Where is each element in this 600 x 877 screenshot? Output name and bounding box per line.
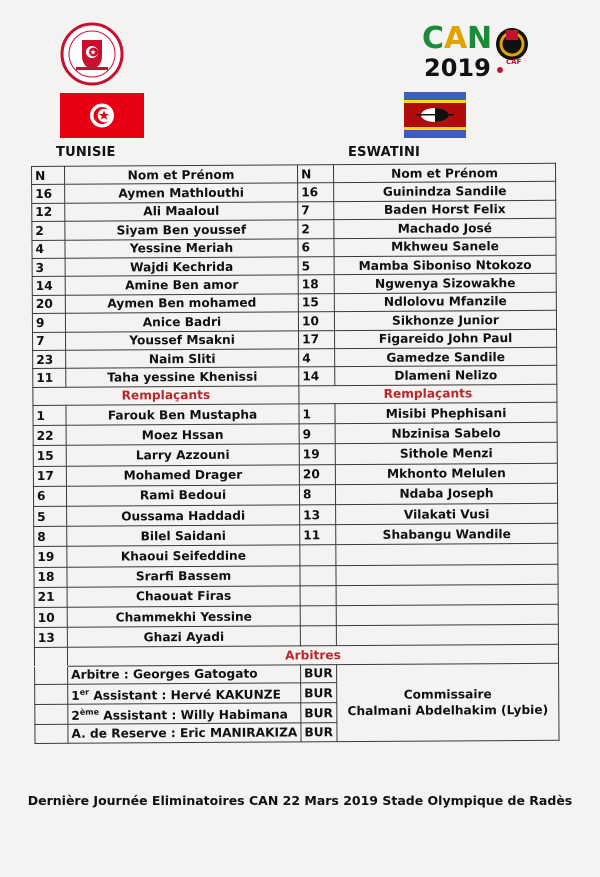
player-number: 19 (299, 444, 335, 464)
assistant-2-country: BUR (301, 703, 337, 723)
player-number: 7 (33, 332, 66, 351)
player-name: Chaouat Firas (67, 586, 300, 608)
can-2019-logo (420, 18, 532, 82)
referees-title: Arbitres (67, 645, 558, 666)
player-name (336, 544, 558, 566)
player-number: 14 (299, 367, 335, 386)
federation-emblem-logo (60, 22, 124, 86)
player-name: Larry Azzouni (66, 444, 299, 466)
header-number: N (32, 166, 65, 185)
commissioner-title: Commissaire (403, 686, 492, 702)
player-name: Misibi Phephisani (335, 402, 557, 424)
player-number: 6 (33, 486, 66, 506)
player-number: 6 (298, 238, 334, 257)
player-name: Mamba Siboniso Ntokozo (334, 255, 556, 275)
player-number: 10 (298, 312, 334, 331)
substitutes-section (33, 402, 558, 647)
player-name: Aymen Ben mohamed (65, 294, 298, 314)
player-number: 18 (34, 567, 67, 587)
starters-section (32, 182, 557, 387)
player-number: 23 (33, 350, 66, 369)
player-name: Khaoui Seifeddine (67, 545, 300, 567)
player-number: 22 (33, 426, 66, 446)
player-number: 8 (299, 484, 335, 504)
player-number: 1 (33, 405, 66, 425)
player-number: 9 (299, 424, 335, 444)
player-name: Srarfi Bassem (67, 565, 300, 587)
player-name: Guinindza Sandile (334, 182, 556, 202)
player-number (300, 626, 336, 646)
player-name (336, 564, 558, 586)
assistant-1-country: BUR (301, 683, 337, 703)
player-name: Mkhonto Melulen (335, 463, 557, 485)
player-number: 16 (298, 183, 334, 202)
team-name-eswatini: ESWATINI (348, 145, 421, 160)
player-name (336, 584, 558, 606)
player-name: Figareido John Paul (335, 329, 557, 349)
player-name: Sikhonze Junior (334, 310, 556, 330)
reserve-referee-country: BUR (301, 723, 337, 742)
player-number: 10 (34, 607, 67, 627)
player-name: Mkhweu Sanele (334, 237, 556, 257)
player-name: Ali Maaloul (65, 202, 298, 222)
player-name: Bilel Saidani (67, 525, 300, 547)
player-name: Farouk Ben Mustapha (66, 404, 299, 426)
player-number: 20 (299, 464, 335, 484)
main-referee-country: BUR (301, 664, 337, 683)
commissioner-cell (337, 663, 559, 741)
player-number: 7 (298, 201, 334, 220)
svg-text:C: C (422, 21, 445, 56)
player-number: 8 (34, 526, 67, 546)
player-number: 19 (34, 547, 67, 567)
player-name: Sithole Menzi (335, 443, 557, 465)
svg-text:A: A (444, 21, 468, 56)
header-number: N (297, 165, 333, 184)
svg-text:CAF: CAF (506, 58, 522, 66)
player-name: Siyam Ben youssef (65, 220, 298, 240)
player-number: 13 (300, 505, 336, 525)
player-number: 16 (32, 185, 65, 204)
player-name: Vilakati Vusi (336, 503, 558, 525)
substitutes-title-right: Remplaçants (299, 384, 557, 404)
player-name: Gamedze Sandile (335, 347, 557, 367)
player-number: 20 (32, 295, 65, 314)
player-name: Shabangu Wandile (336, 523, 558, 545)
player-number: 9 (32, 313, 65, 332)
player-name: Oussama Haddadi (67, 505, 300, 527)
player-number: 3 (32, 258, 65, 277)
player-name: Nbzinisa Sabelo (335, 423, 557, 445)
player-number: 14 (32, 277, 65, 296)
player-name: Yessine Meriah (65, 238, 298, 258)
player-name: Mohamed Drager (66, 465, 299, 487)
substitutes-title-left: Remplaçants (33, 386, 299, 406)
player-name: Wajdi Kechrida (65, 257, 298, 277)
player-name: Amine Ben amor (65, 275, 298, 295)
can-year-text: 2019 (424, 54, 491, 82)
player-number: 2 (32, 221, 65, 240)
player-number (300, 565, 336, 585)
player-number (300, 606, 336, 626)
svg-text:N: N (467, 21, 493, 56)
player-number (300, 545, 336, 565)
player-name: Machado José (334, 218, 556, 238)
main-referee: Arbitre : Georges Gatogato (68, 665, 301, 685)
player-number: 5 (298, 257, 334, 276)
player-number: 21 (34, 587, 67, 607)
player-name: Ndaba Joseph (335, 483, 557, 505)
player-name: Ngwenya Sizowakhe (334, 274, 556, 294)
player-name: Rami Bedoui (66, 485, 299, 507)
player-name: Aymen Mathlouthi (65, 183, 298, 203)
header-name: Nom et Prénom (65, 165, 298, 185)
player-number: 13 (34, 627, 67, 647)
player-number: 17 (33, 466, 66, 486)
player-name: Ndlolovu Mfanzile (334, 292, 556, 312)
player-number: 18 (298, 275, 334, 294)
player-name: Baden Horst Felix (334, 200, 556, 220)
team-sheet-table (31, 163, 560, 744)
assistant-1: 1er Assistant : Hervé KAKUNZE (68, 683, 301, 704)
player-name: Ghazi Ayadi (67, 626, 300, 648)
player-number: 17 (299, 330, 335, 349)
eswatini-flag (404, 92, 466, 138)
player-number: 4 (299, 349, 335, 368)
player-name: Taha yessine Khenissi (66, 367, 299, 387)
player-number: 11 (300, 525, 336, 545)
commissioner-name: Chalmani Abdelhakim (Lybie) (347, 702, 549, 718)
player-name: Moez Hssan (66, 424, 299, 446)
player-number: 15 (33, 446, 66, 466)
player-number: 15 (298, 293, 334, 312)
player-number: 11 (33, 369, 66, 388)
player-name: Anice Badri (65, 312, 298, 332)
player-name (336, 624, 558, 646)
player-name: Dlameni Nelizo (335, 366, 557, 386)
player-number: 12 (32, 203, 65, 222)
player-name: Naim Sliti (66, 349, 299, 369)
player-name: Chammekhi Yessine (67, 606, 300, 628)
reserve-referee: A. de Reserve : Eric MANIRAKIZA (68, 723, 301, 743)
header-name: Nom et Prénom (333, 163, 555, 183)
player-number: 5 (34, 506, 67, 526)
player-number: 4 (32, 240, 65, 259)
match-footer: Dernière Journée Eliminatoires CAN 22 Mars 2019 Stade Olympique de Radès (27, 793, 573, 808)
referee-row (35, 663, 559, 685)
player-number: 1 (299, 404, 335, 424)
assistant-2: 2ème Assistant : Willy Habimana (68, 703, 301, 724)
team-name-tunisia: TUNISIE (56, 145, 116, 160)
player-name (336, 604, 558, 626)
tunisia-flag (60, 93, 144, 138)
player-number (300, 585, 336, 605)
player-number: 2 (298, 220, 334, 239)
player-name: Youssef Msakni (66, 330, 299, 350)
